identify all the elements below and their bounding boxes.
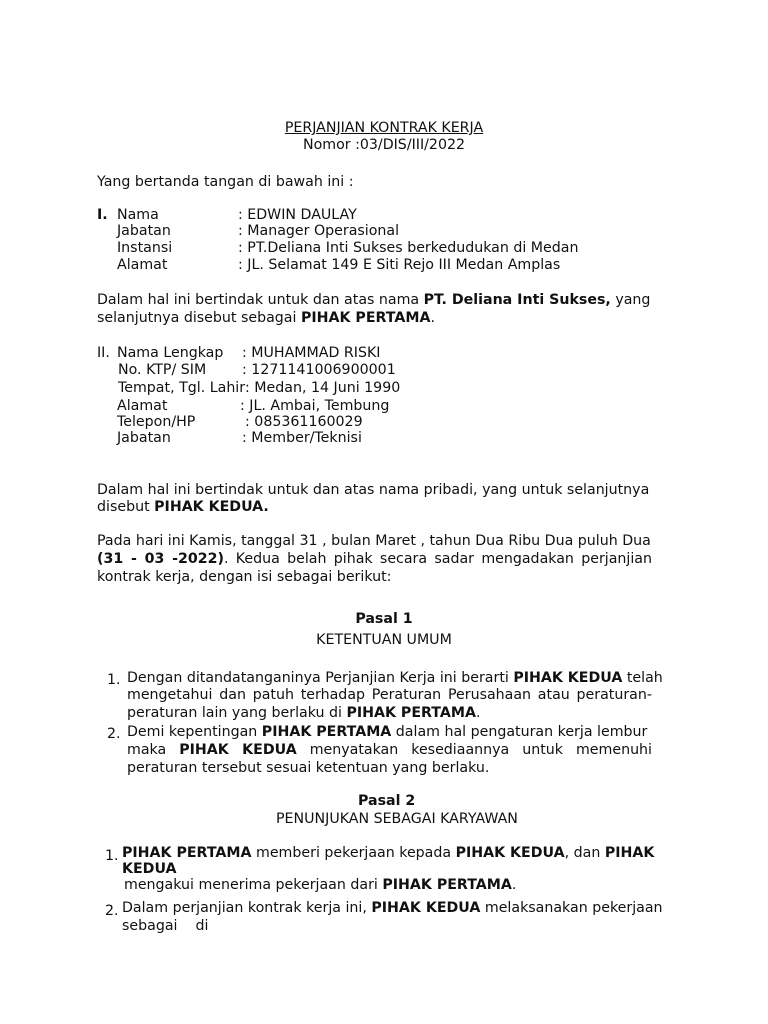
party2-label-fullname: Nama Lengkap: [117, 345, 224, 361]
party2-label-address: Alamat: [117, 398, 168, 414]
date-para-line2: (31 - 03 -2022). Kedua belah pihak secara sadar mengadakan perjanjian: [97, 551, 652, 567]
party2-value-id: : 1271141006900001: [242, 362, 396, 378]
date-para-line1: Pada hari ini Kamis, tanggal 31 , bulan Maret , tahun Dua Ribu Dua puluh Dua: [97, 533, 651, 549]
party2-value-address: : JL. Ambai, Tembung: [240, 398, 390, 414]
pasal2-item2-line1: Dalam perjanjian kontrak kerja ini, PIHAK KEDUA melaksanakan pekerjaan: [122, 900, 663, 916]
pasal1-item1-line1: Dengan ditandatanganinya Perjanjian Kerja ini berarti PIHAK KEDUA telah: [127, 670, 663, 686]
party2-numeral: II.: [97, 345, 110, 361]
pasal2-title: Pasal 2: [358, 793, 416, 809]
pasal1-title: Pasal 1: [355, 611, 413, 627]
party2-acting-line1: Dalam hal ini bertindak untuk dan atas nama pribadi, yang untuk selanjutnya: [97, 482, 650, 498]
pasal1-item2-line3: peraturan tersebut sesuai ketentuan yang berlaku.: [127, 760, 490, 776]
party1-value-position: : Manager Operasional: [238, 223, 400, 239]
party2-acting-line2: disebut PIHAK KEDUA.: [97, 499, 269, 515]
pasal2-item2-number: 2.: [105, 903, 119, 919]
pasal2-item2-line2: sebagai di: [122, 918, 209, 934]
pasal1-item1-number: 1.: [107, 672, 121, 688]
party1-label-position: Jabatan: [117, 223, 171, 239]
party1-acting-line1: Dalam hal ini bertindak untuk dan atas nama PT. Deliana Inti Sukses, yang: [97, 292, 651, 308]
party2-label-id: No. KTP/ SIM: [118, 362, 207, 378]
party2-value-birth: : Medan, 14 Juni 1990: [245, 380, 401, 396]
intro-text: Yang bertanda tangan di bawah ini :: [97, 174, 354, 190]
party1-label-name: Nama: [117, 207, 159, 223]
party2-value-phone: : 085361160029: [245, 414, 363, 430]
pasal1-item1-line2: mengetahui dan patuh terhadap Peraturan Perusahaan atau peraturan-: [127, 687, 652, 703]
pasal1-item2-line2: maka PIHAK KEDUA menyatakan kesediaannya untuk memenuhi: [127, 742, 652, 758]
document-title: PERJANJIAN KONTRAK KERJA: [284, 120, 484, 136]
party2-label-birth: Tempat, Tgl. Lahir: [118, 380, 246, 396]
pasal1-item2-number: 2.: [107, 726, 121, 742]
pasal1-item2-line1: Demi kepentingan PIHAK PERTAMA dalam hal pengaturan kerja lembur: [127, 724, 648, 740]
pasal2-item1-line1: PIHAK PERTAMA memberi pekerjaan kepada PIHAK KEDUA, dan PIHAK: [122, 845, 655, 861]
pasal1-item1-line3: peraturan lain yang berlaku di PIHAK PERTAMA.: [127, 705, 481, 721]
party1-acting-line2: selanjutnya disebut sebagai PIHAK PERTAMA.: [97, 310, 435, 326]
pasal2-item1-line3: mengakui menerima pekerjaan dari PIHAK PERTAMA.: [124, 877, 517, 893]
pasal1-subtitle: KETENTUAN UMUM: [316, 632, 452, 648]
party1-label-address: Alamat: [117, 257, 168, 273]
party1-value-name: : EDWIN DAULAY: [238, 207, 357, 223]
party1-label-institution: Instansi: [117, 240, 173, 256]
party1-value-institution: : PT.Deliana Inti Sukses berkedudukan di Medan: [238, 240, 579, 256]
pasal2-item1-number: 1.: [105, 848, 119, 864]
pasal2-item1-line2: KEDUA: [122, 861, 177, 877]
date-para-line3: kontrak kerja, dengan isi sebagai berikut:: [97, 569, 392, 585]
pasal2-subtitle: PENUNJUKAN SEBAGAI KARYAWAN: [276, 811, 518, 827]
party1-value-address: : JL. Selamat 149 E Siti Rejo III Medan Amplas: [238, 257, 561, 273]
party2-value-position: : Member/Teknisi: [242, 430, 362, 446]
party2-value-fullname: : MUHAMMAD RISKI: [242, 345, 381, 361]
document-number: Nomor :03/DIS/III/2022: [302, 137, 466, 153]
party1-numeral: I.: [97, 207, 108, 223]
party2-label-phone: Telepon/HP: [117, 414, 196, 430]
party2-label-position: Jabatan: [117, 430, 171, 446]
